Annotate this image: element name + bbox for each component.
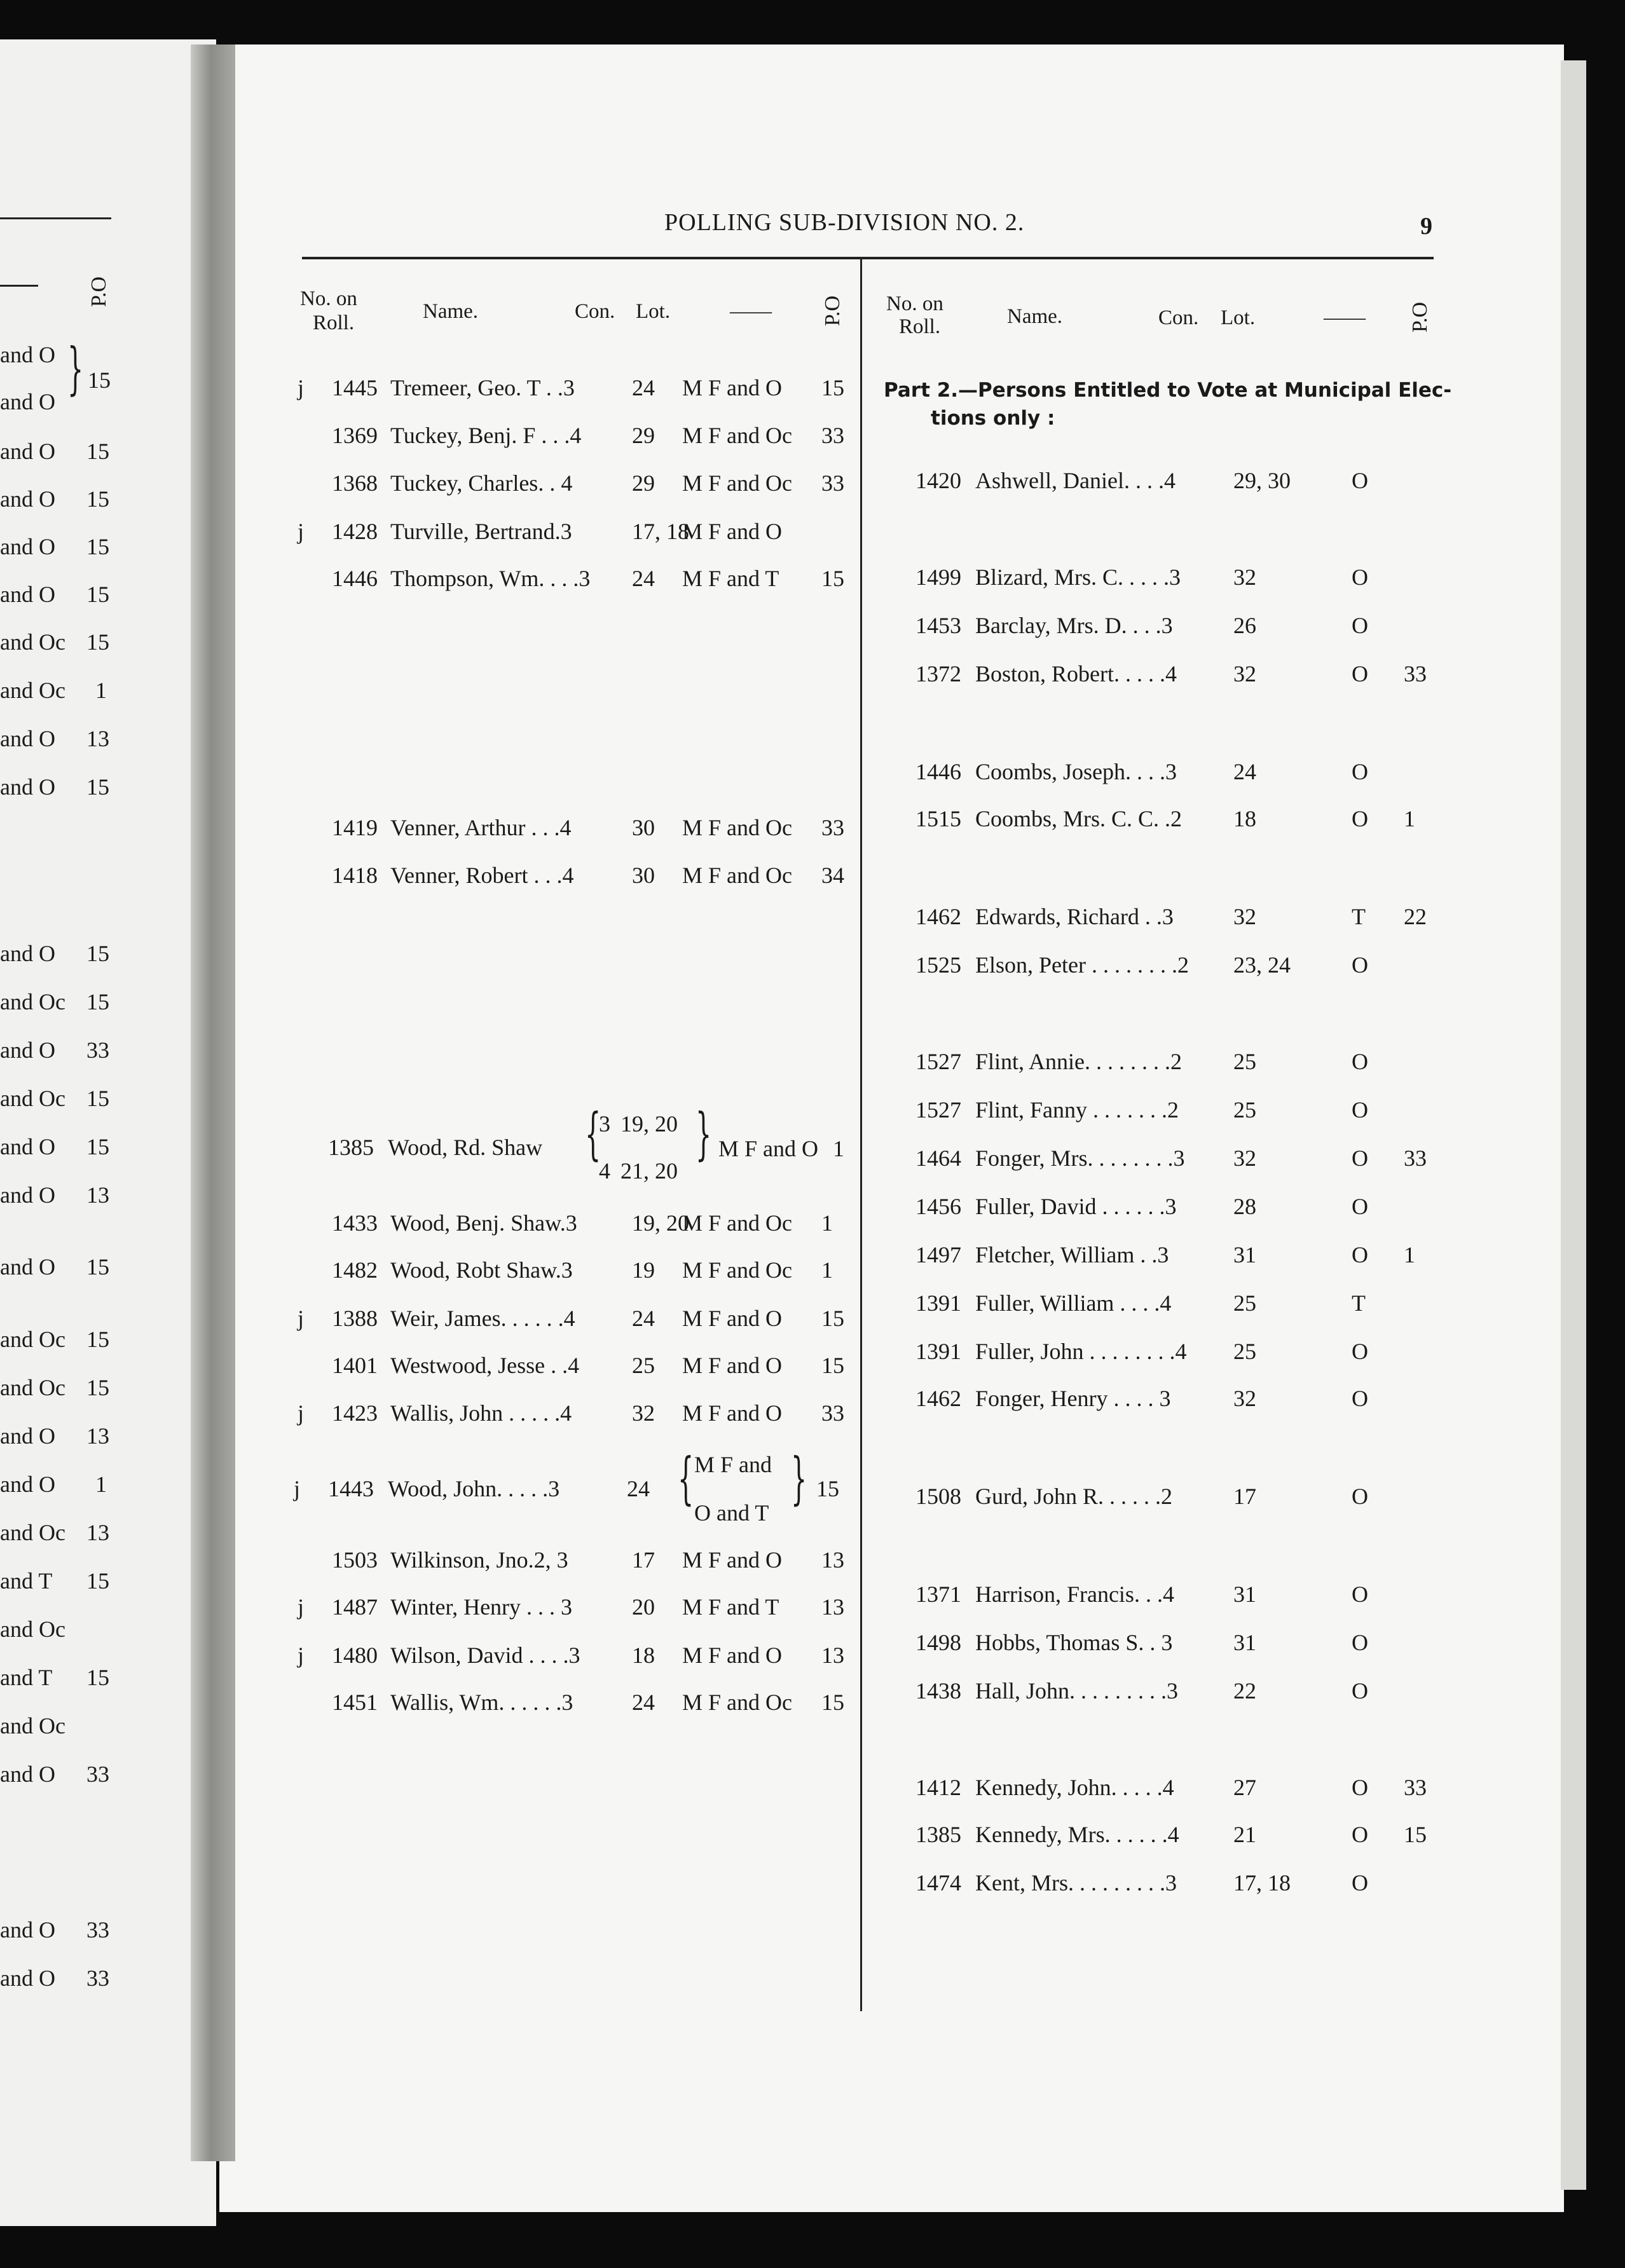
lot-value: 23, 24 xyxy=(1233,952,1291,978)
voter-name: Elson, Peter . . . . . . . .2 xyxy=(975,952,1189,978)
voter-name: Westwood, Jesse . .4 xyxy=(390,1353,580,1378)
left-row-po: 15 xyxy=(88,367,111,393)
roll-number: 1503 xyxy=(332,1547,378,1573)
po-value: 13 xyxy=(821,1594,844,1620)
roll-number: 1474 xyxy=(915,1870,961,1896)
qualification: M F and O xyxy=(682,1353,783,1378)
book-spine xyxy=(191,44,235,2161)
left-row-po: 33 xyxy=(86,1917,109,1943)
voter-name: Wallis, Wm. . . . . .3 xyxy=(390,1690,573,1715)
qualification: O xyxy=(1352,1097,1368,1123)
left-row-po: 15 xyxy=(86,439,109,464)
qualification: M F and Oc xyxy=(682,1210,792,1236)
qualification: O xyxy=(1352,1339,1368,1364)
lot-value: 19, 20 xyxy=(632,1210,689,1236)
po-value: 33 xyxy=(1404,1145,1427,1171)
left-row-po: 15 xyxy=(86,1568,109,1594)
left-po-header: P.O xyxy=(87,276,111,308)
roll-number: 1453 xyxy=(915,613,961,638)
qualification: M F and Oc xyxy=(682,470,792,496)
no-on-roll-header-2: Roll. xyxy=(899,315,941,338)
roll-number: 1527 xyxy=(915,1097,961,1123)
po-value: 33 xyxy=(821,815,844,840)
po-value: 15 xyxy=(816,1476,839,1501)
voter-name: Kennedy, John. . . . .4 xyxy=(975,1775,1174,1800)
lot-value: 24 xyxy=(632,566,655,591)
voter-name: Hobbs, Thomas S. . 3 xyxy=(975,1630,1173,1655)
left-row-po: 15 xyxy=(86,774,109,800)
qualification: M F and Oc xyxy=(682,815,792,840)
po-value: 33 xyxy=(821,470,844,496)
po-value: 13 xyxy=(821,1547,844,1573)
lot-value: 24 xyxy=(1233,759,1256,784)
po-value: 33 xyxy=(1404,1775,1427,1800)
roll-number: 1456 xyxy=(915,1194,961,1219)
po-value: 1 xyxy=(833,1136,844,1161)
qualification: T xyxy=(1352,1290,1366,1316)
right-brace: } xyxy=(791,1445,807,1511)
dash-header: —— xyxy=(730,300,772,323)
po-value: 34 xyxy=(821,863,844,888)
left-row: and O xyxy=(0,1423,55,1449)
left-column-rule xyxy=(0,285,38,287)
left-row: and Oc xyxy=(0,1327,65,1352)
roll-number: 1372 xyxy=(915,661,961,687)
qualification: O xyxy=(1352,1775,1368,1800)
qualification: O xyxy=(1352,1386,1368,1411)
header-rule xyxy=(302,257,1434,259)
roll-number: 1487 xyxy=(332,1594,378,1620)
part2-heading: Part 2.—Persons Entitled to Vote at Municipal Elec- xyxy=(884,379,1452,402)
left-row-po: 13 xyxy=(86,726,109,751)
qualification: M F and T xyxy=(682,1594,779,1620)
lot-value: 17, 18 xyxy=(1233,1870,1291,1896)
roll-number: 1428 xyxy=(332,519,378,544)
po-value: 15 xyxy=(821,566,844,591)
roll-number: 1438 xyxy=(915,1678,961,1704)
left-row-po: 1 xyxy=(95,1472,107,1497)
qualification: M F and O xyxy=(682,1643,783,1668)
no-on-roll-header: No. on xyxy=(300,287,357,310)
con-value: 3 xyxy=(599,1111,610,1137)
voter-name: Turville, Bertrand.3 xyxy=(390,519,572,544)
po-value: 13 xyxy=(821,1643,844,1668)
voter-name: Wood, Benj. Shaw.3 xyxy=(390,1210,577,1236)
left-row: and O xyxy=(0,1037,55,1063)
lot-value: 25 xyxy=(632,1353,655,1378)
roll-number: 1527 xyxy=(915,1049,961,1074)
roll-number: 1462 xyxy=(915,1386,961,1411)
lot-value: 26 xyxy=(1233,613,1256,638)
left-row: and O xyxy=(0,1134,55,1159)
lot-value: 25 xyxy=(1233,1049,1256,1074)
voter-name: Coombs, Mrs. C. C. .2 xyxy=(975,806,1183,831)
left-header-rule xyxy=(0,217,111,219)
voter-name: Wallis, John . . . . .4 xyxy=(390,1400,572,1426)
left-row-po: 15 xyxy=(86,1665,109,1690)
qualification: M F and O xyxy=(718,1136,819,1161)
roll-number: 1482 xyxy=(332,1257,378,1283)
roll-number: 1443 xyxy=(328,1476,374,1501)
left-row: and O xyxy=(0,1182,55,1208)
qualification: M F and O xyxy=(682,519,783,544)
left-row: and O xyxy=(0,1965,55,1991)
roll-number: 1369 xyxy=(332,423,378,448)
left-row-po: 15 xyxy=(86,1134,109,1159)
left-brace: { xyxy=(678,1445,694,1511)
po-value: 15 xyxy=(821,1306,844,1331)
name-header: Name. xyxy=(1007,305,1063,328)
qualification: M F and O xyxy=(682,375,783,400)
qualification: O xyxy=(1352,806,1368,831)
qualification: O xyxy=(1352,1194,1368,1219)
lot-value: 32 xyxy=(1233,1145,1256,1171)
left-row: and O xyxy=(0,582,55,607)
qualification: O xyxy=(1352,1484,1368,1509)
lot-value: 17 xyxy=(1233,1484,1256,1509)
po-value: 15 xyxy=(1404,1822,1427,1847)
lot-value: 18 xyxy=(632,1643,655,1668)
left-row: and Oc xyxy=(0,629,65,655)
no-on-roll-header-2: Roll. xyxy=(313,311,355,334)
left-row: and O xyxy=(0,342,55,367)
left-row: and Oc xyxy=(0,989,65,1014)
lot-value: 29 xyxy=(632,470,655,496)
voter-name: Wood, Robt Shaw.3 xyxy=(390,1257,573,1283)
left-row-po: 13 xyxy=(86,1182,109,1208)
left-row: and O xyxy=(0,534,55,559)
qualification: O and T xyxy=(694,1500,769,1526)
po-value: 33 xyxy=(821,1400,844,1426)
marker: j xyxy=(298,375,305,400)
qualification: O xyxy=(1352,1242,1368,1267)
lot-value: 20 xyxy=(632,1594,655,1620)
roll-number: 1423 xyxy=(332,1400,378,1426)
left-row: and O xyxy=(0,439,55,464)
lot-value: 25 xyxy=(1233,1097,1256,1123)
qualification: O xyxy=(1352,1822,1368,1847)
roll-number: 1515 xyxy=(915,806,961,831)
voter-name: Tremeer, Geo. T . .3 xyxy=(390,375,575,400)
qualification: O xyxy=(1352,1049,1368,1074)
voter-name: Fonger, Mrs. . . . . . . .3 xyxy=(975,1145,1185,1171)
roll-number: 1446 xyxy=(332,566,378,591)
lot-value: 25 xyxy=(1233,1290,1256,1316)
qualification: M F and T xyxy=(682,566,779,591)
roll-number: 1508 xyxy=(915,1484,961,1509)
voter-name: Barclay, Mrs. D. . . .3 xyxy=(975,613,1173,638)
left-row-po: 15 xyxy=(86,941,109,966)
lot-value: 24 xyxy=(632,375,655,400)
left-row-po: 13 xyxy=(86,1423,109,1449)
lot-value: 19 xyxy=(632,1257,655,1283)
voter-name: Boston, Robert. . . . .4 xyxy=(975,661,1177,687)
lot-value: 17 xyxy=(632,1547,655,1573)
qualification: O xyxy=(1352,1870,1368,1896)
left-row-po: 15 xyxy=(86,582,109,607)
lot-value: 18 xyxy=(1233,806,1256,831)
roll-number: 1385 xyxy=(328,1135,374,1160)
marker: j xyxy=(298,1643,305,1668)
left-row: and Oc xyxy=(0,1086,65,1111)
left-row: and O xyxy=(0,774,55,800)
lot-value: 32 xyxy=(1233,1386,1256,1411)
qualification: M F and O xyxy=(682,1306,783,1331)
po-value: 22 xyxy=(1404,904,1427,929)
voter-name: Fletcher, William . .3 xyxy=(975,1242,1169,1267)
lot-value: 32 xyxy=(1233,564,1256,590)
left-brace: } xyxy=(67,336,84,401)
qualification: O xyxy=(1352,613,1368,638)
roll-number: 1480 xyxy=(332,1643,378,1668)
roll-number: 1385 xyxy=(915,1822,961,1847)
lot-value: 32 xyxy=(1233,904,1256,929)
roll-number: 1412 xyxy=(915,1775,961,1800)
voter-name: Tuckey, Charles. . 4 xyxy=(390,470,573,496)
lot-value: 31 xyxy=(1233,1630,1256,1655)
roll-number: 1464 xyxy=(915,1145,961,1171)
po-value: 1 xyxy=(1404,1242,1415,1267)
qualification: O xyxy=(1352,1678,1368,1704)
roll-number: 1525 xyxy=(915,952,961,978)
voter-name: Blizard, Mrs. C. . . . .3 xyxy=(975,564,1181,590)
voter-name: Edwards, Richard . .3 xyxy=(975,904,1174,929)
voter-name: Fuller, David . . . . . .3 xyxy=(975,1194,1177,1219)
qualification: O xyxy=(1352,468,1368,493)
left-row: and O xyxy=(0,1761,55,1787)
lot-value: 24 xyxy=(632,1690,655,1715)
voter-name: Wood, John. . . . .3 xyxy=(388,1476,560,1501)
left-row-po: 15 xyxy=(86,486,109,512)
left-row: and Oc xyxy=(0,1713,65,1739)
qualification: O xyxy=(1352,1145,1368,1171)
roll-number: 1391 xyxy=(915,1339,961,1364)
no-on-roll-header: No. on xyxy=(886,292,943,315)
left-row-po: 15 xyxy=(86,534,109,559)
roll-number: 1388 xyxy=(332,1306,378,1331)
roll-number: 1497 xyxy=(915,1242,961,1267)
left-row-po: 15 xyxy=(86,1327,109,1352)
roll-number: 1420 xyxy=(915,468,961,493)
left-row-po: 33 xyxy=(86,1965,109,1991)
lot-header: Lot. xyxy=(636,300,671,323)
po-value: 15 xyxy=(821,1690,844,1715)
left-row: and O xyxy=(0,1472,55,1497)
con-header: Con. xyxy=(575,300,615,323)
voter-name: Kennedy, Mrs. . . . . .4 xyxy=(975,1822,1179,1847)
right-brace: } xyxy=(696,1101,712,1166)
left-row-po: 15 xyxy=(86,1375,109,1400)
lot-value: 30 xyxy=(632,863,655,888)
roll-number: 1391 xyxy=(915,1290,961,1316)
qualification: M F and Oc xyxy=(682,863,792,888)
left-row-po: 15 xyxy=(86,629,109,655)
roll-number: 1418 xyxy=(332,863,378,888)
left-row: and O xyxy=(0,1917,55,1943)
left-row: and T xyxy=(0,1568,53,1594)
voter-name: Wilkinson, Jno.2, 3 xyxy=(390,1547,568,1573)
roll-number: 1498 xyxy=(915,1630,961,1655)
marker: j xyxy=(298,1306,305,1331)
lot-value: 29, 30 xyxy=(1233,468,1291,493)
left-row-po: 15 xyxy=(86,989,109,1014)
part2-heading-cont: tions only : xyxy=(931,407,1055,430)
left-brace: { xyxy=(585,1101,601,1166)
lot-value: 24 xyxy=(632,1306,655,1331)
roll-number: 1368 xyxy=(332,470,378,496)
voter-name: Harrison, Francis. . .4 xyxy=(975,1581,1174,1607)
left-row: and O xyxy=(0,1254,55,1280)
lot-value: 31 xyxy=(1233,1242,1256,1267)
voter-name: Venner, Arthur . . .4 xyxy=(390,815,572,840)
lot-value: 32 xyxy=(632,1400,655,1426)
voter-name: Coombs, Joseph. . . .3 xyxy=(975,759,1177,784)
left-row: and Oc xyxy=(0,1520,65,1545)
qualification: M F and xyxy=(694,1452,772,1477)
voter-name: Fuller, John . . . . . . . .4 xyxy=(975,1339,1187,1364)
left-row-po: 33 xyxy=(86,1761,109,1787)
voter-name: Ashwell, Daniel. . . .4 xyxy=(975,468,1176,493)
lot-value: 22 xyxy=(1233,1678,1256,1704)
po-value: 1 xyxy=(821,1257,833,1283)
con-value: 4 xyxy=(599,1158,610,1184)
lot-header: Lot. xyxy=(1221,306,1256,329)
page-number: 9 xyxy=(1420,213,1433,240)
lot-value: 17, 18 xyxy=(632,519,689,544)
column-divider xyxy=(860,257,862,2011)
roll-number: 1446 xyxy=(915,759,961,784)
left-row-po: 15 xyxy=(86,1086,109,1111)
left-row-po: 15 xyxy=(86,1254,109,1280)
roll-number: 1433 xyxy=(332,1210,378,1236)
voter-name: Venner, Robert . . .4 xyxy=(390,863,574,888)
voter-name: Fonger, Henry . . . . 3 xyxy=(975,1386,1171,1411)
po-header: P.O xyxy=(821,295,845,327)
voter-name: Wilson, David . . . .3 xyxy=(390,1643,580,1668)
voter-name: Kent, Mrs. . . . . . . . .3 xyxy=(975,1870,1177,1896)
voter-name: Fuller, William . . . .4 xyxy=(975,1290,1172,1316)
qualification: M F and O xyxy=(682,1400,783,1426)
roll-number: 1401 xyxy=(332,1353,378,1378)
lot-value: 25 xyxy=(1233,1339,1256,1364)
qualification: O xyxy=(1352,759,1368,784)
left-row-po: 1 xyxy=(95,678,107,703)
lot-value: 32 xyxy=(1233,661,1256,687)
page-edge xyxy=(1561,60,1586,2190)
voter-name: Flint, Fanny . . . . . . .2 xyxy=(975,1097,1179,1123)
left-row-po: 13 xyxy=(86,1520,109,1545)
voter-name: Winter, Henry . . . 3 xyxy=(390,1594,573,1620)
qualification: M F and Oc xyxy=(682,1257,792,1283)
lot-value: 24 xyxy=(627,1476,650,1501)
voter-name: Wood, Rd. Shaw xyxy=(388,1135,543,1160)
lot-value: 30 xyxy=(632,815,655,840)
voter-name: Weir, James. . . . . .4 xyxy=(390,1306,575,1331)
roll-number: 1445 xyxy=(332,375,378,400)
lot-value: 29 xyxy=(632,423,655,448)
left-row: and O xyxy=(0,941,55,966)
left-row: and O xyxy=(0,389,55,414)
left-row: and Oc xyxy=(0,678,65,703)
name-header: Name. xyxy=(423,300,479,323)
qualification: O xyxy=(1352,661,1368,687)
left-row: and O xyxy=(0,726,55,751)
qualification: M F and Oc xyxy=(682,423,792,448)
roll-number: 1419 xyxy=(332,815,378,840)
voter-name: Flint, Annie. . . . . . . .2 xyxy=(975,1049,1183,1074)
page-title: POLLING SUB-DIVISION NO. 2. xyxy=(664,209,1025,236)
voter-name: Gurd, John R. . . . . .2 xyxy=(975,1484,1173,1509)
voter-name: Hall, John. . . . . . . . .3 xyxy=(975,1678,1178,1704)
qualification: O xyxy=(1352,952,1368,978)
left-row-po: 33 xyxy=(86,1037,109,1063)
marker: j xyxy=(298,1594,305,1620)
qualification: O xyxy=(1352,1581,1368,1607)
qualification: M F and Oc xyxy=(682,1690,792,1715)
qualification: T xyxy=(1352,904,1366,929)
marker: j xyxy=(298,1400,305,1426)
voter-name: Tuckey, Benj. F . . .4 xyxy=(390,423,582,448)
con-header: Con. xyxy=(1158,306,1199,329)
po-header: P.O xyxy=(1408,301,1432,333)
po-value: 1 xyxy=(1404,806,1415,831)
qualification: O xyxy=(1352,564,1368,590)
marker: j xyxy=(294,1476,301,1501)
po-value: 33 xyxy=(1404,661,1427,687)
qualification: M F and O xyxy=(682,1547,783,1573)
qualification: O xyxy=(1352,1630,1368,1655)
po-value: 15 xyxy=(821,375,844,400)
marker: j xyxy=(298,519,305,544)
po-value: 33 xyxy=(821,423,844,448)
lot-value: 27 xyxy=(1233,1775,1256,1800)
left-row: and O xyxy=(0,486,55,512)
left-row: and Oc xyxy=(0,1616,65,1642)
roll-number: 1462 xyxy=(915,904,961,929)
roll-number: 1451 xyxy=(332,1690,378,1715)
po-value: 15 xyxy=(821,1353,844,1378)
lot-value: 19, 20 xyxy=(621,1111,678,1137)
roll-number: 1371 xyxy=(915,1581,961,1607)
lot-value: 28 xyxy=(1233,1194,1256,1219)
po-value: 1 xyxy=(821,1210,833,1236)
dash-header: —— xyxy=(1324,306,1366,329)
lot-value: 21 xyxy=(1233,1822,1256,1847)
roll-number: 1499 xyxy=(915,564,961,590)
left-row: and Oc xyxy=(0,1375,65,1400)
lot-value: 31 xyxy=(1233,1581,1256,1607)
left-row: and T xyxy=(0,1665,53,1690)
voter-name: Thompson, Wm. . . .3 xyxy=(390,566,591,591)
lot-value: 21, 20 xyxy=(621,1158,678,1184)
